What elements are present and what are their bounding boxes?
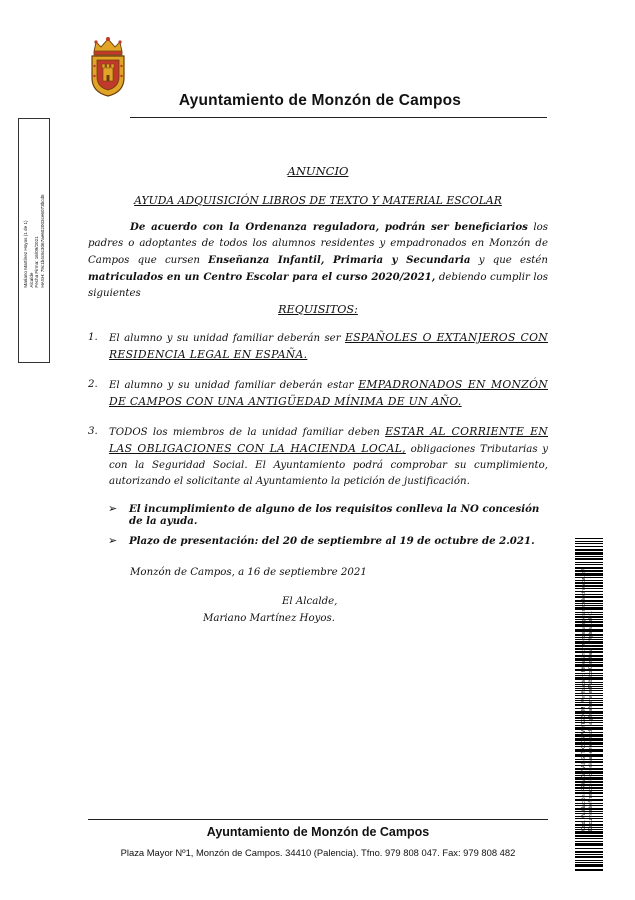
- requirement-item: [88, 330, 548, 364]
- footer-title: Ayuntamiento de Monzón de Campos: [206, 825, 430, 839]
- signature-text: [23, 194, 45, 287]
- requirement-highlight: EMPADRONADOS EN MONZÓN DE CAMPOS CON UNA ANTIGÜEDAD MÍNIMA DE UN AÑO.: [109, 378, 548, 408]
- requirement-number: 3.: [88, 426, 98, 437]
- intro-text: y que estén: [470, 255, 548, 266]
- intro-bold-lead: De acuerdo con la Ordenanza reguladora, podrán ser beneficiarios: [130, 221, 528, 233]
- notice-bullet-text: El incumplimiento de alguno de los requisitos conlleva la NO concesión de la ayuda.: [129, 503, 540, 527]
- verification-line: Documento firmado electrónicamente desde la plataforma esPublico Gestiona | Página 1 de 1: [588, 610, 594, 832]
- announcement-heading: ANUNCIO: [287, 164, 349, 178]
- notice-bullet-text: Plazo de presentación: del 20 de septiembre al 19 de octubre de 2.021.: [129, 535, 535, 547]
- header-divider: [130, 117, 547, 118]
- signature-line: HASH: 79c1b4c6c3067ae602003ce6073bcd5: [39, 193, 45, 288]
- requirement-text: TODOS los miembros de la unidad familiar deben: [109, 427, 386, 438]
- intro-text: los padres o adoptantes de todos los alumnos residentes y empadronados en Monzón de Campos que cursen: [88, 222, 548, 266]
- requirement-highlight: ESTAR AL CORRIENTE EN LAS OBLIGACIONES CON LA HACIENDA LOCAL,: [109, 425, 548, 455]
- arrow-bullet-icon: ➢: [108, 502, 118, 515]
- document-subject: AYUDA ADQUISICIÓN LIBROS DE TEXTO Y MATERIAL ESCOLAR: [134, 194, 502, 207]
- verification-line: Cód. Validación: RFWZWYAGSTTX3CHPWYK73CM | Verificación: https://monzondecampos.sedelectronica.es/: [581, 568, 587, 832]
- requirement-number: 2.: [88, 379, 98, 390]
- notice-bullet: [108, 503, 548, 527]
- requirement-highlight: ESPAÑOLES O EXTANJEROS CON RESIDENCIA LEGAL EN ESPAÑA.: [109, 331, 548, 361]
- signature-line: Alcalde: [28, 272, 34, 288]
- arrow-bullet-icon: ➢: [108, 534, 118, 547]
- footer-divider: [88, 819, 548, 820]
- coat-of-arms-icon: [88, 36, 128, 98]
- requirement-number: 1.: [88, 332, 98, 343]
- signatory-name: Mariano Martínez Hoyos.: [203, 613, 335, 624]
- requirements-heading: REQUISITOS:: [278, 303, 358, 316]
- intro-text: debiendo cumplir los siguientes: [88, 272, 548, 299]
- intro-paragraph: [88, 219, 548, 302]
- date-line: Monzón de Campos, a 16 de septiembre 2021: [130, 567, 367, 578]
- requirement-item: [88, 424, 548, 490]
- intro-enrollment: matriculados en un Centro Escolar para el curso 2020/2021,: [88, 271, 436, 283]
- signature-line: Mariano Martínez Hoyos (1 de 1): [22, 219, 28, 288]
- notice-bullet: [108, 535, 548, 547]
- intro-levels: Enseñanza Infantil, Primaria y Secundaria: [208, 254, 471, 266]
- signature-line: Fecha Firma: 16/09/2021: [34, 235, 39, 288]
- signatory-title: El Alcalde,: [282, 596, 338, 607]
- requirement-text: El alumno y su unidad familiar deberán ser: [109, 333, 345, 344]
- footer-address: Plaza Mayor Nº1, Monzón de Campos. 34410 (Palencia). Tfno. 979 808 047. Fax: 979 808 482: [120, 847, 516, 858]
- requirement-text: El alumno y su unidad familiar deberán estar: [109, 380, 359, 391]
- requirement-text-after: obligaciones Tributarias y con la Seguridad Social. El Ayuntamiento podrá comprobar su cumplimiento, autorizando el solicitante al Ayuntamiento la petición de justificación.: [109, 444, 548, 487]
- signature-box: [18, 118, 50, 363]
- requirement-item: [88, 377, 548, 411]
- header-title: Ayuntamiento de Monzón de Campos: [178, 92, 462, 109]
